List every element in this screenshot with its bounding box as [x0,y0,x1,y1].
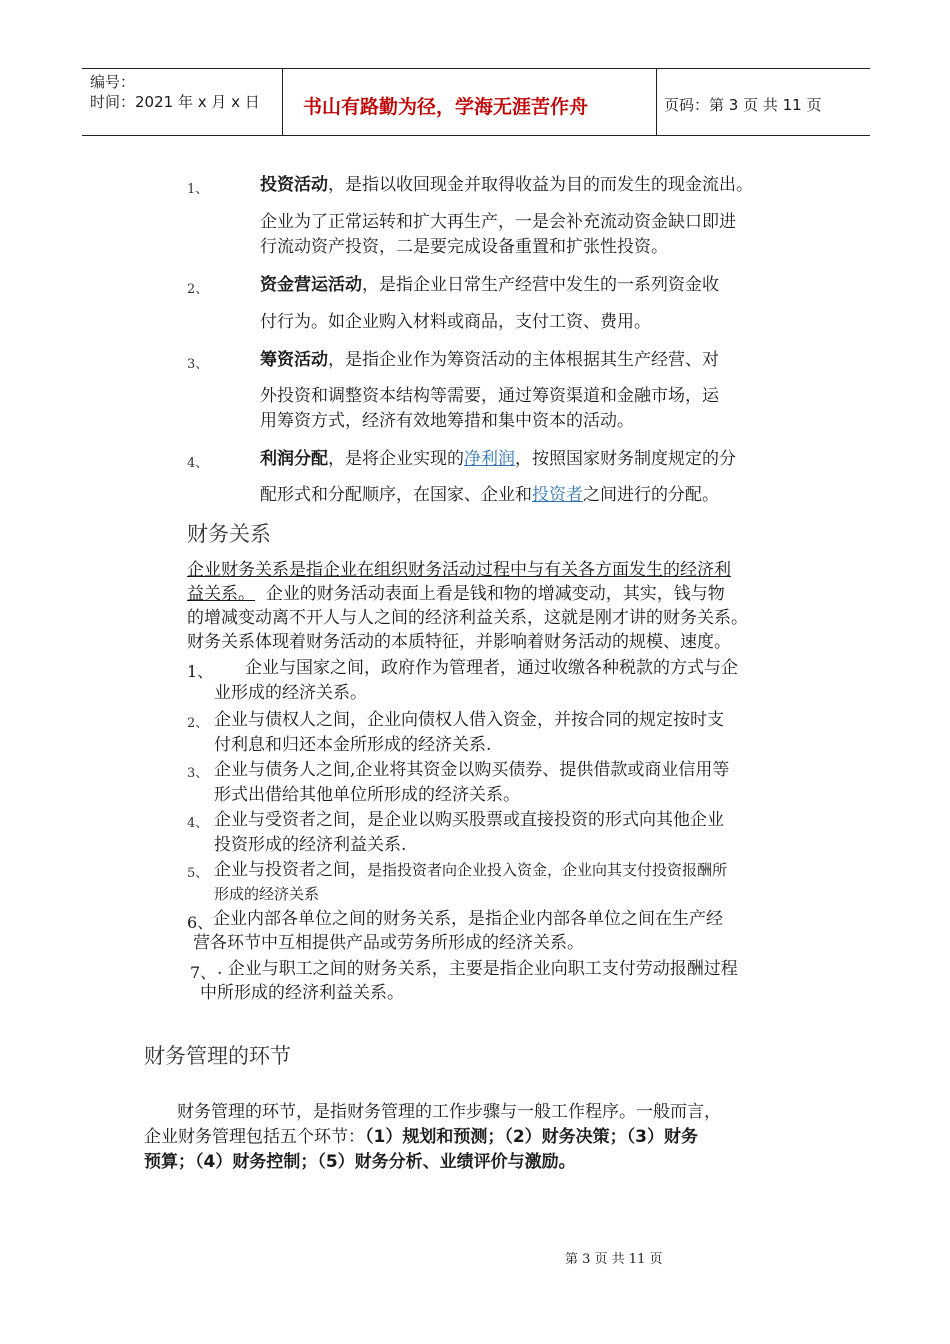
relation-item: 企业与债务人之间,企业将其资金以购买债券、提供借款或商业信用等 [214,760,730,780]
list-number: 1、 [187,182,209,197]
section-heading-links: 财务管理的环节 [144,1044,291,1068]
links-paragraph: 企业财务管理包括五个环节：（1）规划和预测；（2）财务决策；（3）财务 [144,1127,698,1147]
activity-term: 资金营运活动 [260,275,362,295]
relation-item-cont: 营各环节中互相提供产品或劳务所形成的经济关系。 [193,933,584,953]
page-footer: 第 3 页 共 11 页 [565,1252,663,1267]
activity-text: 企业为了正常运转和扩大再生产，一是会补充流动资金缺口即进 [260,212,736,232]
activity-item: 筹资活动，是指企业作为筹资活动的主体根据其生产经营、对 [260,350,719,370]
list-number: 3、 [187,357,209,372]
activity-term: 投资活动 [260,175,328,195]
links-paragraph: 预算；（4）财务控制；（5）财务分析、业绩评价与激励。 [144,1152,576,1172]
activity-item: 利润分配，是将企业实现的净利润，按照国家财务制度规定的分 [260,449,736,469]
list-number: 1、 [187,662,214,681]
activity-term: 利润分配 [260,449,328,469]
header-page: 页码：第 3 页 共 11 页 [664,96,822,114]
list-number: 2、 [187,282,209,297]
header-top-rule [82,68,870,69]
relations-definition: 企业财务关系是指企业在组织财务活动过程中与有关各方面发生的经济利 [187,560,731,580]
links-paragraph: 财务管理的环节，是指财务管理的工作步骤与一般工作程序。一般而言， [177,1102,721,1122]
relation-item-cont: 中所形成的经济利益关系。 [200,983,404,1003]
relations-text: 益关系。 企业的财务活动表面上看是钱和物的增减变动，其实，钱与物 [187,584,725,604]
relation-item: 企业与投资者之间，是指投资者向企业投入资金，企业向其支付投资报酬所 [214,860,728,880]
doc-number: 编号： [90,73,136,91]
list-number: 3、 [187,766,209,781]
activity-text: 配形式和分配顺序，在国家、企业和投资者之间进行的分配。 [260,485,719,505]
section-heading-relations: 财务关系 [187,522,271,546]
activity-item: 资金营运活动，是指企业日常生产经营中发生的一系列资金收 [260,275,719,295]
relation-item-cont: 付利息和归还本金所形成的经济关系. [214,735,492,755]
relation-item: 企业与债权人之间，企业向债权人借入资金，并按合同的规定按时支 [214,710,724,730]
activity-item: 投资活动，是指以收回现金并取得收益为目的而发生的现金流出。 [260,175,753,195]
activity-text: 外投资和调整资本结构等需要，通过筹资渠道和金融市场，运 [260,386,719,406]
relation-item: 企业与国家之间，政府作为管理者，通过收缴各种税款的方式与企 [245,658,738,678]
header-divider [282,68,283,135]
relations-text: 的增减变动离不开人与人之间的经济利益关系，这就是刚才讲的财务关系。 [187,608,748,628]
activity-text: 用筹资方式，经济有效地筹措和集中资本的活动。 [260,411,634,431]
relation-item-cont: 投资形成的经济利益关系. [214,835,407,855]
list-number: 4、 [187,816,209,831]
header-motto: 书山有路勤为径，学海无涯苦作舟 [303,96,589,118]
relation-item-cont: 形成的经济关系 [214,885,320,903]
activity-term: 筹资活动 [260,350,328,370]
activity-text: 行流动资产投资，二是要完成设备重置和扩张性投资。 [260,237,668,257]
net-profit-link[interactable]: 净利润 [464,449,515,469]
header-bottom-rule [82,135,870,136]
relation-item-cont: 形式出借给其他单位所形成的经济关系。 [214,785,520,805]
activity-text: 付行为。如企业购入材料或商品，支付工资、费用。 [260,312,651,332]
list-number: 7、 [190,963,217,982]
list-number: 4、 [187,456,209,471]
list-number: 5、 [187,866,209,881]
doc-date: 时间：2021 年 x 月 x 日 [90,93,260,111]
relations-text: 财务关系体现着财务活动的本质特征，并影响着财务活动的规模、速度。 [187,632,731,652]
relation-item: 企业与受资者之间，是企业以购买股票或直接投资的形式向其他企业 [214,810,724,830]
list-number: 6、 [187,913,214,932]
relation-item-cont: 业形成的经济关系。 [214,683,367,703]
relation-item: . 企业与职工之间的财务关系，主要是指企业向职工支付劳动报酬过程 [217,959,738,979]
relation-item: 企业内部各单位之间的财务关系，是指企业内部各单位之间在生产经 [213,909,723,929]
list-number: 2、 [187,716,209,731]
header-divider [656,68,657,135]
investor-link[interactable]: 投资者 [532,485,583,505]
